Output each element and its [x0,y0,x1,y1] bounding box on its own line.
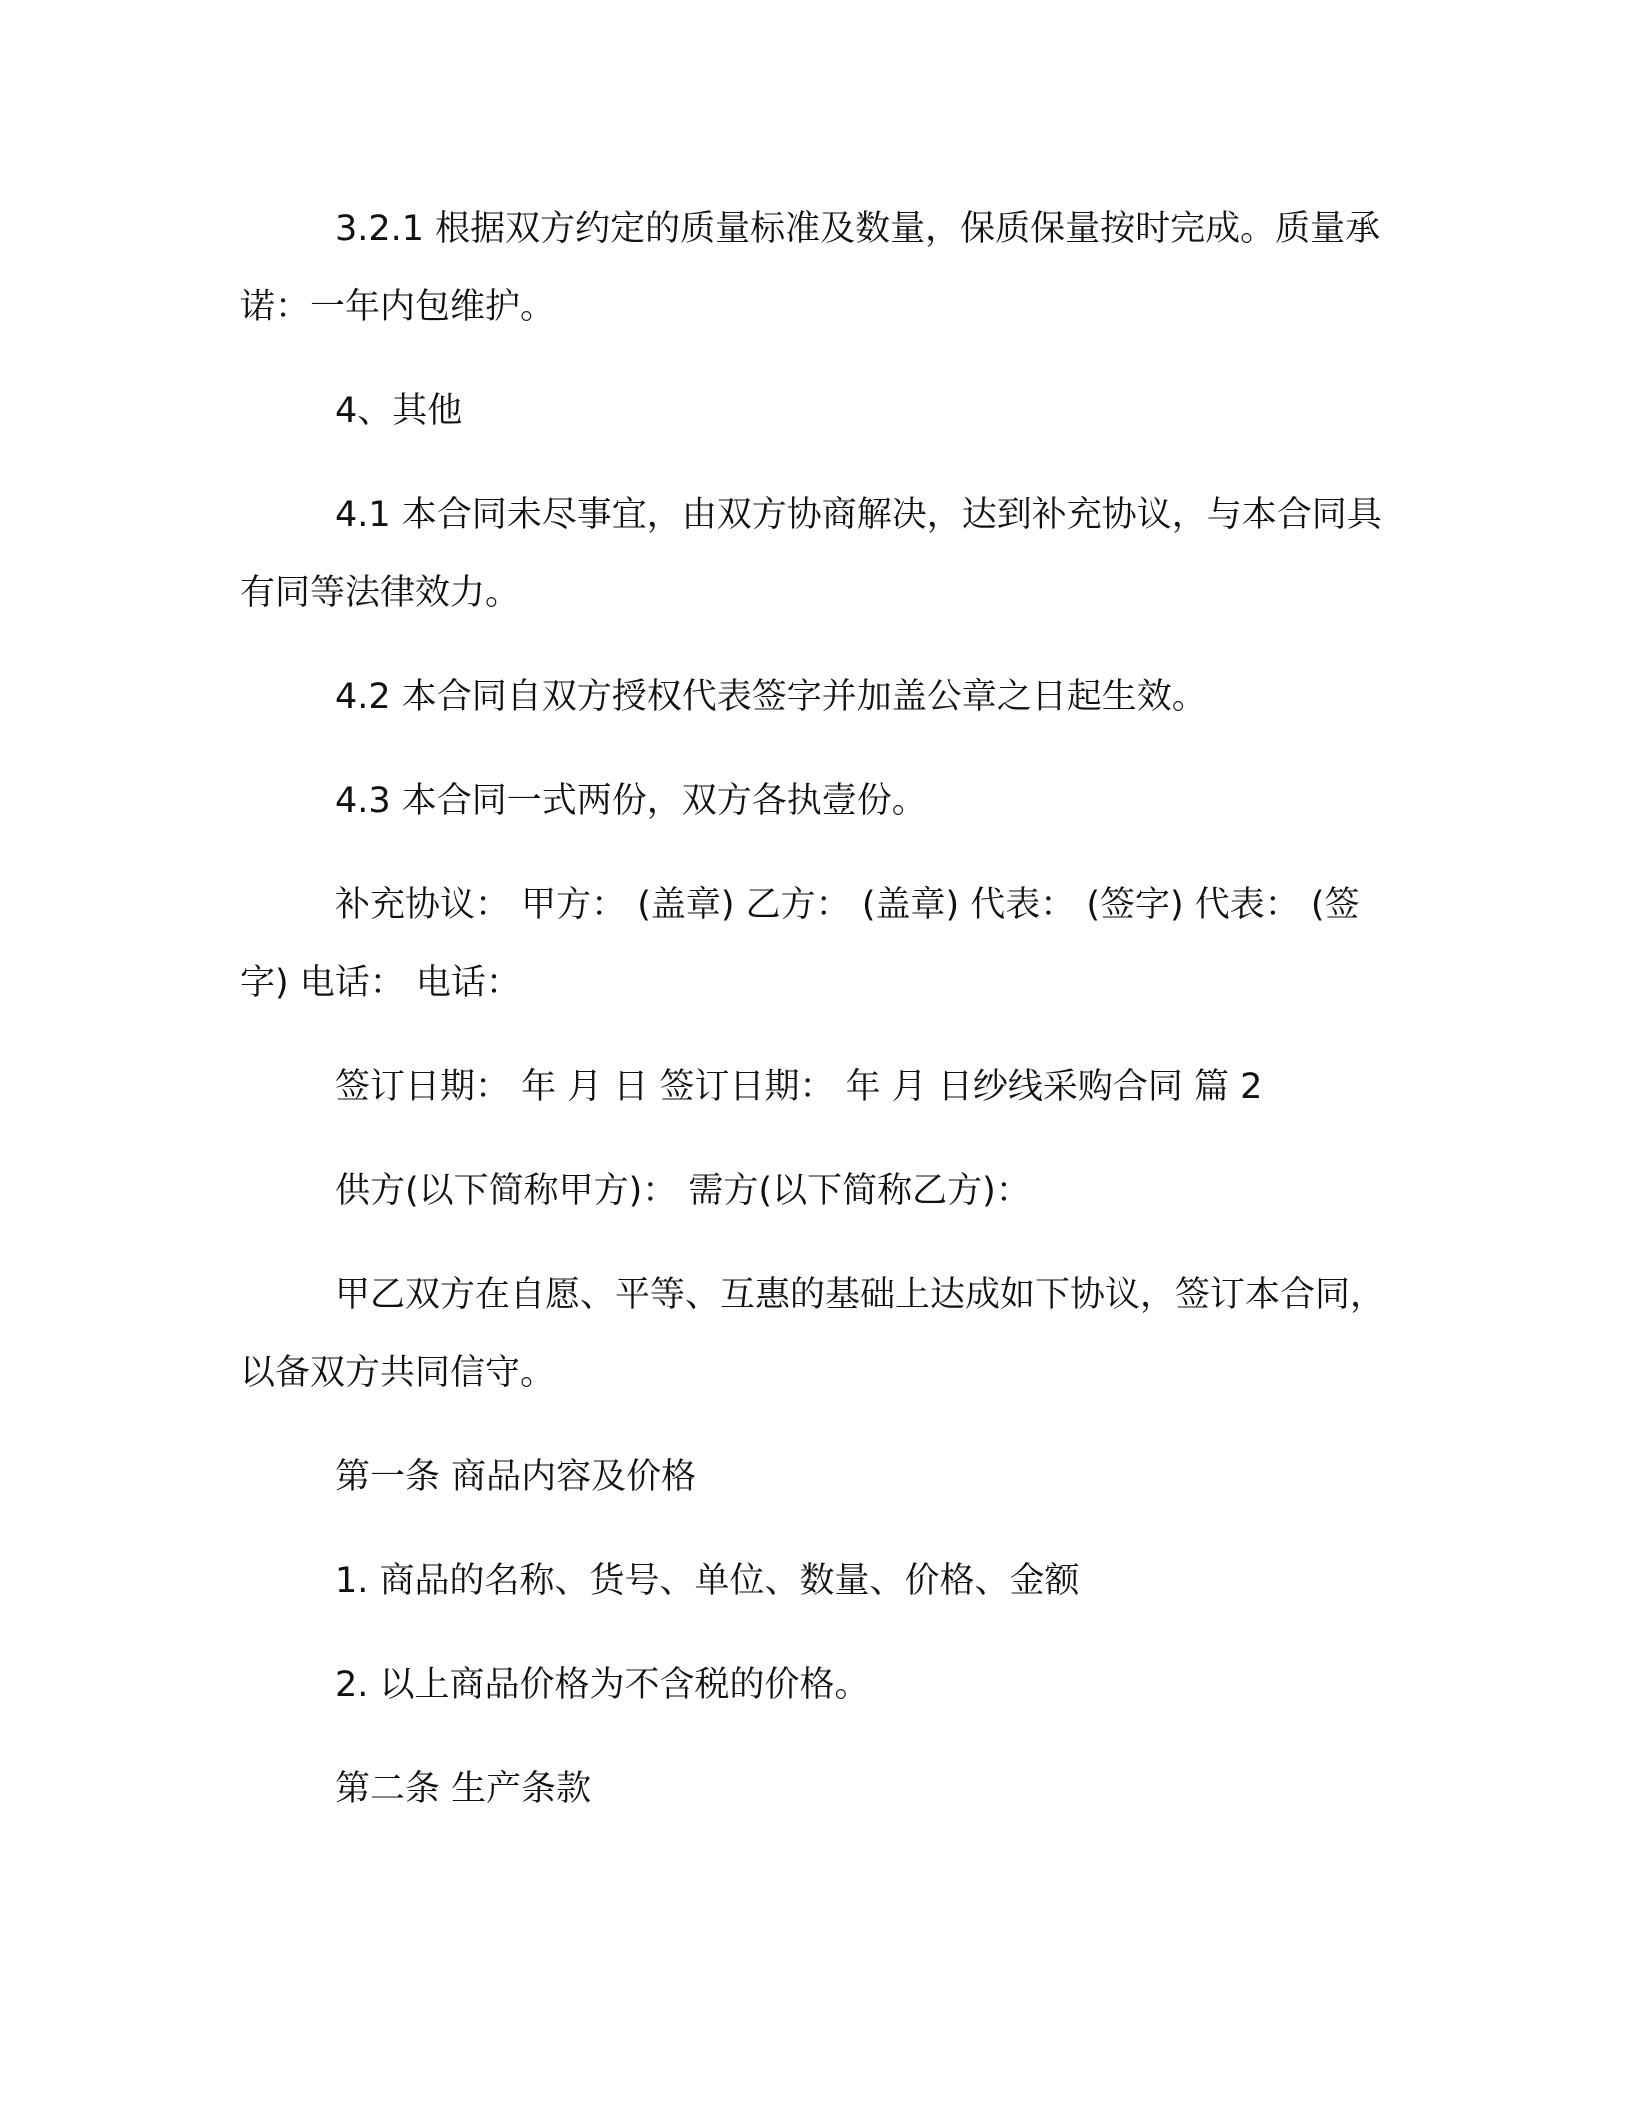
paragraph-article-1-heading: 第一条 商品内容及价格 [335,1457,697,1497]
paragraph-article-1-item-2: 2. 以上商品价格为不含税的价格。 [335,1665,870,1705]
paragraph-4-1: 4.1 本合同未尽事宜，由双方协商解决，达到补充协议，与本合同具有同等法律效力。 [240,495,1382,613]
paragraph-4-2: 4.2 本合同自双方授权代表签字并加盖公章之日起生效。 [335,677,1207,717]
paragraph-4-3: 4.3 本合同一式两份，双方各执壹份。 [335,781,927,821]
paragraph-quality-commitment: 3.2.1 根据双方约定的质量标准及数量，保质保量按时完成。质量承诺：一年内包维护。 [240,209,1381,327]
paragraph-article-1-item-1: 1. 商品的名称、货号、单位、数量、价格、金额 [335,1561,1080,1601]
paragraph-agreement-intro: 甲乙双方在自愿、平等、互惠的基础上达成如下协议，签订本合同，以备双方共同信守。 [240,1275,1386,1393]
paragraph-section-4-heading: 4、其他 [335,391,463,431]
paragraph-supplementary-agreement: 补充协议： 甲方： (盖章) 乙方： (盖章) 代表： (签字) 代表： (签字) 电话： 电话： [240,885,1360,1003]
paragraph-signing-date: 签订日期： 年 月 日 签订日期： 年 月 日纱线采购合同 篇 2 [335,1067,1263,1107]
document-body [240,190,1390,1854]
paragraph-parties: 供方(以下简称甲方)： 需方(以下简称乙方)： [335,1171,1031,1211]
paragraph-article-2-heading: 第二条 生产条款 [335,1769,592,1809]
